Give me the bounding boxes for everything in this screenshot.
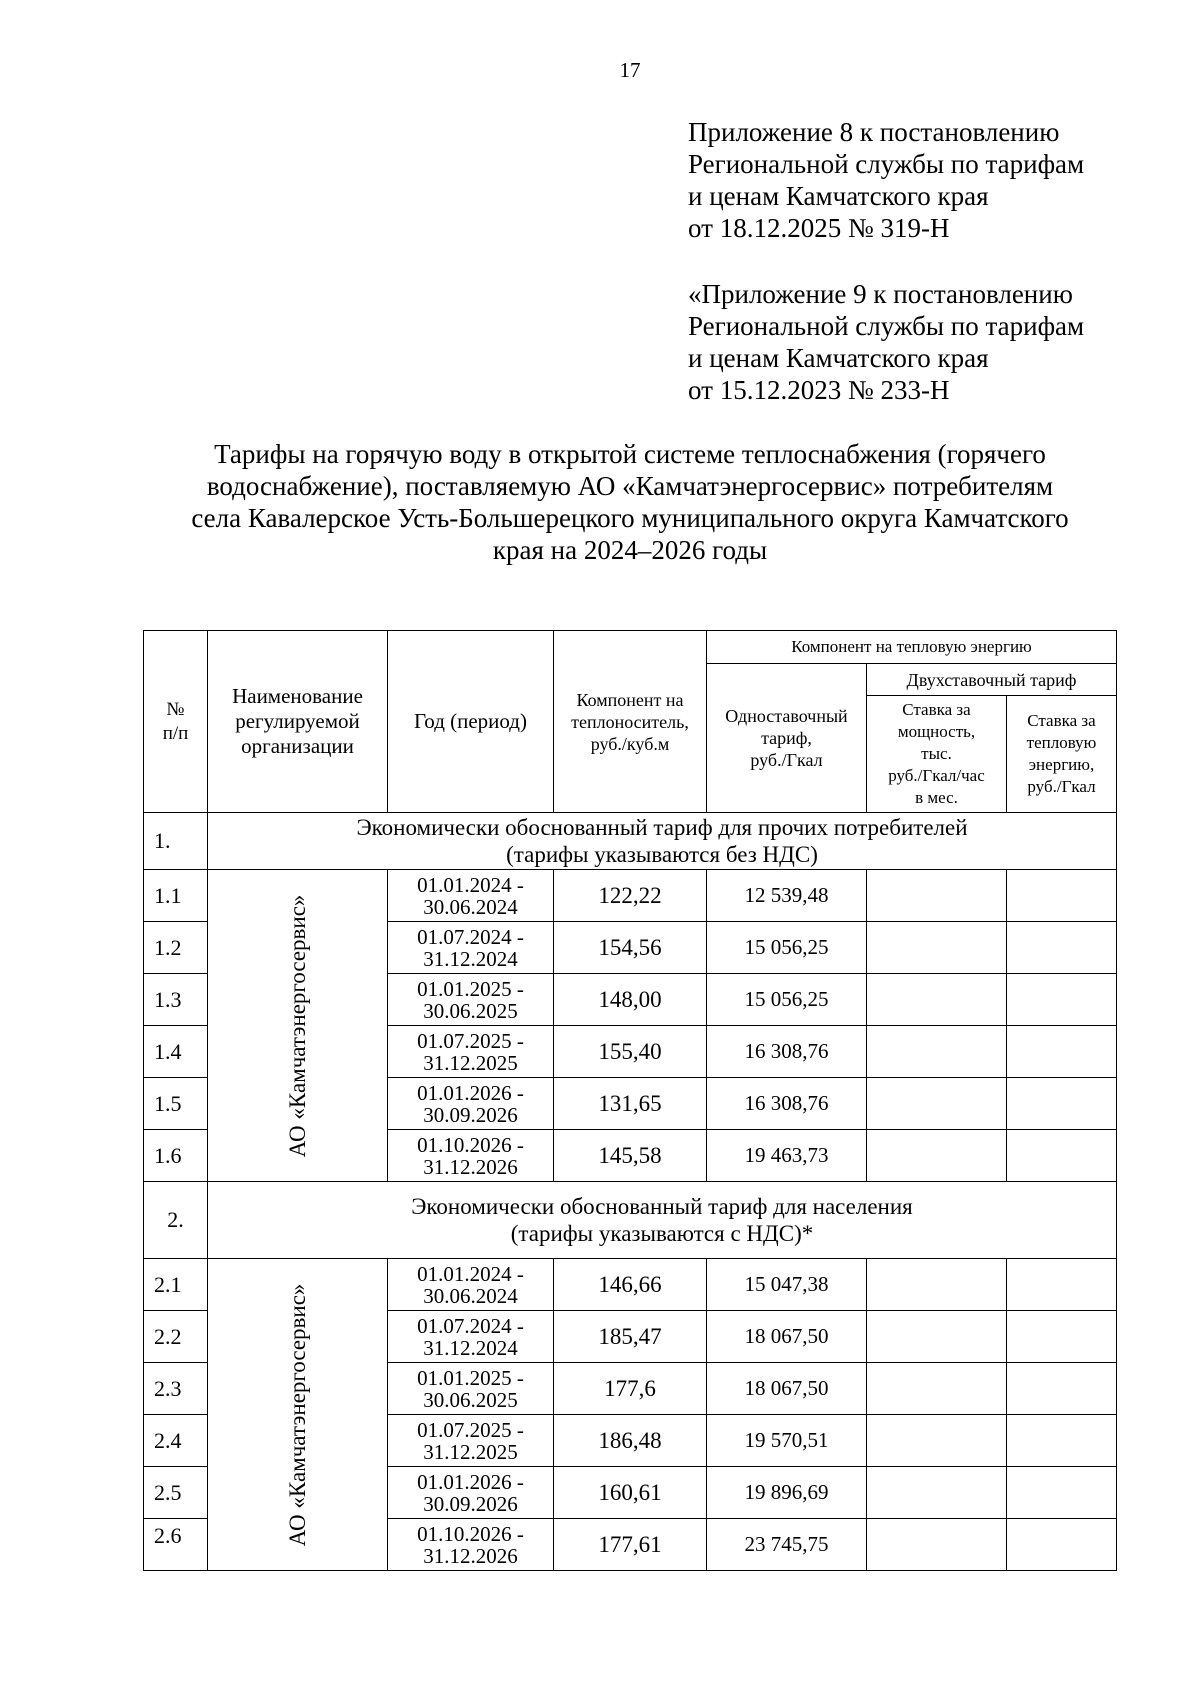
row-number: 1.1 [144,870,208,922]
capacity-rate-value [867,870,1007,922]
carrier-value: 148,00 [554,974,707,1026]
table-row [144,1259,1117,1311]
carrier-value: 154,56 [554,922,707,974]
capacity-rate-value [867,1415,1007,1467]
capacity-rate-value [867,1519,1007,1571]
organization-name: АО «Камчатэнергосервис» [284,1283,310,1546]
capacity-rate-value [867,1311,1007,1363]
carrier-value: 185,47 [554,1311,707,1363]
capacity-rate-value [867,1467,1007,1519]
organization-name: АО «Камчатэнергосервис» [284,894,310,1157]
section-title: Экономически обоснованный тариф для населения (тарифы указываются с НДС)* [208,1182,1117,1259]
row-number: 2.4 [144,1415,208,1467]
capacity-rate-value [867,922,1007,974]
title-line: водоснабжение), поставляемую АО «Камчатэнергосервис» потребителям [206,471,1054,501]
energy-rate-value [1007,1363,1117,1415]
row-number: 2.3 [144,1363,208,1415]
title-line: Тарифы на горячую воду в открытой системе теплоснабжения (горячего [214,439,1046,469]
annex-line: Приложение 8 к постановлению [688,117,1060,147]
single-rate-value: 18 067,50 [707,1363,867,1415]
period-cell: 01.10.2026 - 31.12.2026 [388,1130,554,1182]
period-cell: 01.07.2024 - 31.12.2024 [388,1311,554,1363]
period-cell: 01.10.2026 - 31.12.2026 [388,1519,554,1571]
page-number: 17 [619,58,641,82]
period-cell: 01.01.2025 - 30.06.2025 [388,1363,554,1415]
capacity-rate-value [867,1363,1007,1415]
single-rate-value: 15 047,38 [707,1259,867,1311]
carrier-value: 131,65 [554,1078,707,1130]
carrier-value: 146,66 [554,1259,707,1311]
energy-rate-value [1007,1026,1117,1078]
capacity-rate-value [867,1259,1007,1311]
energy-rate-value [1007,1415,1117,1467]
single-rate-value: 23 745,75 [707,1519,867,1571]
period-cell: 01.07.2025 - 31.12.2025 [388,1026,554,1078]
period-cell: 01.01.2026 - 30.09.2026 [388,1078,554,1130]
energy-rate-value [1007,1519,1117,1571]
capacity-rate-value [867,1130,1007,1182]
row-number: 1.3 [144,974,208,1026]
header-organization: Наименование регулируемой организации [208,631,388,813]
annex-line: от 15.12.2023 № 233-Н [688,375,950,405]
carrier-value: 145,58 [554,1130,707,1182]
document-title [150,438,1110,566]
row-number: 1.5 [144,1078,208,1130]
energy-rate-value [1007,1078,1117,1130]
section-title: Экономически обоснованный тариф для прочих потребителей (тарифы указываются без НДС) [208,813,1117,870]
carrier-value: 122,22 [554,870,707,922]
single-rate-value: 19 570,51 [707,1415,867,1467]
single-rate-value: 15 056,25 [707,922,867,974]
organization-cell [208,870,388,1182]
energy-rate-value [1007,922,1117,974]
single-rate-value: 16 308,76 [707,1026,867,1078]
header-number: № п/п [144,631,208,813]
capacity-rate-value [867,1026,1007,1078]
period-cell: 01.01.2026 - 30.09.2026 [388,1467,554,1519]
annex-line: от 18.12.2025 № 319-Н [688,213,950,243]
section-number: 1. [144,813,208,870]
section-row [144,1182,1117,1259]
row-number: 1.4 [144,1026,208,1078]
carrier-value: 155,40 [554,1026,707,1078]
period-cell: 01.01.2024 - 30.06.2024 [388,870,554,922]
row-number: 2.2 [144,1311,208,1363]
tariff-table [143,630,1117,1571]
carrier-value: 186,48 [554,1415,707,1467]
energy-rate-value [1007,1130,1117,1182]
section-number: 2. [144,1182,208,1259]
row-number: 2.5 [144,1467,208,1519]
carrier-value: 160,61 [554,1467,707,1519]
energy-rate-value [1007,870,1117,922]
single-rate-value: 16 308,76 [707,1078,867,1130]
energy-rate-value [1007,1311,1117,1363]
carrier-value: 177,61 [554,1519,707,1571]
carrier-value: 177,6 [554,1363,707,1415]
period-cell: 01.07.2025 - 31.12.2025 [388,1415,554,1467]
header-energy-rate: Ставка за тепловую энергию, руб./Гкал [1007,696,1117,813]
header-single-rate: Одноставочный тариф, руб./Гкал [707,664,867,813]
single-rate-value: 15 056,25 [707,974,867,1026]
title-line: села Кавалерское Усть-Большерецкого муниципального округа Камчатского [191,503,1069,533]
energy-rate-value [1007,1467,1117,1519]
single-rate-value: 18 067,50 [707,1311,867,1363]
energy-rate-value [1007,974,1117,1026]
single-rate-value: 19 463,73 [707,1130,867,1182]
header-heat-component: Компонент на тепловую энергию [707,631,1117,664]
annex-reference-new [688,116,1084,244]
annex-line: «Приложение 9 к постановлению [688,279,1073,309]
header-capacity-rate: Ставка за мощность, тыс. руб./Гкал/час в мес. [867,696,1007,813]
table-row [144,870,1117,922]
energy-rate-value [1007,1259,1117,1311]
annex-line: Региональной службы по тарифам [688,311,1085,341]
capacity-rate-value [867,1078,1007,1130]
organization-cell [208,1259,388,1571]
row-number: 2.6 [144,1519,208,1571]
single-rate-value: 12 539,48 [707,870,867,922]
header-period: Год (период) [388,631,554,813]
annex-reference-old [688,278,1084,406]
annex-line: Региональной службы по тарифам [688,149,1085,179]
section-row [144,813,1117,870]
capacity-rate-value [867,974,1007,1026]
annex-line: и ценам Камчатского края [688,343,989,373]
period-cell: 01.07.2024 - 31.12.2024 [388,922,554,974]
header-carrier-component: Компонент на теплоноситель, руб./куб.м [554,631,707,813]
header-two-part-rate: Двухставочный тариф [867,664,1117,696]
period-cell: 01.01.2024 - 30.06.2024 [388,1259,554,1311]
row-number: 2.1 [144,1259,208,1311]
period-cell: 01.01.2025 - 30.06.2025 [388,974,554,1026]
single-rate-value: 19 896,69 [707,1467,867,1519]
title-line: края на 2024–2026 годы [492,535,768,565]
annex-line: и ценам Камчатского края [688,181,989,211]
row-number: 1.6 [144,1130,208,1182]
row-number: 1.2 [144,922,208,974]
